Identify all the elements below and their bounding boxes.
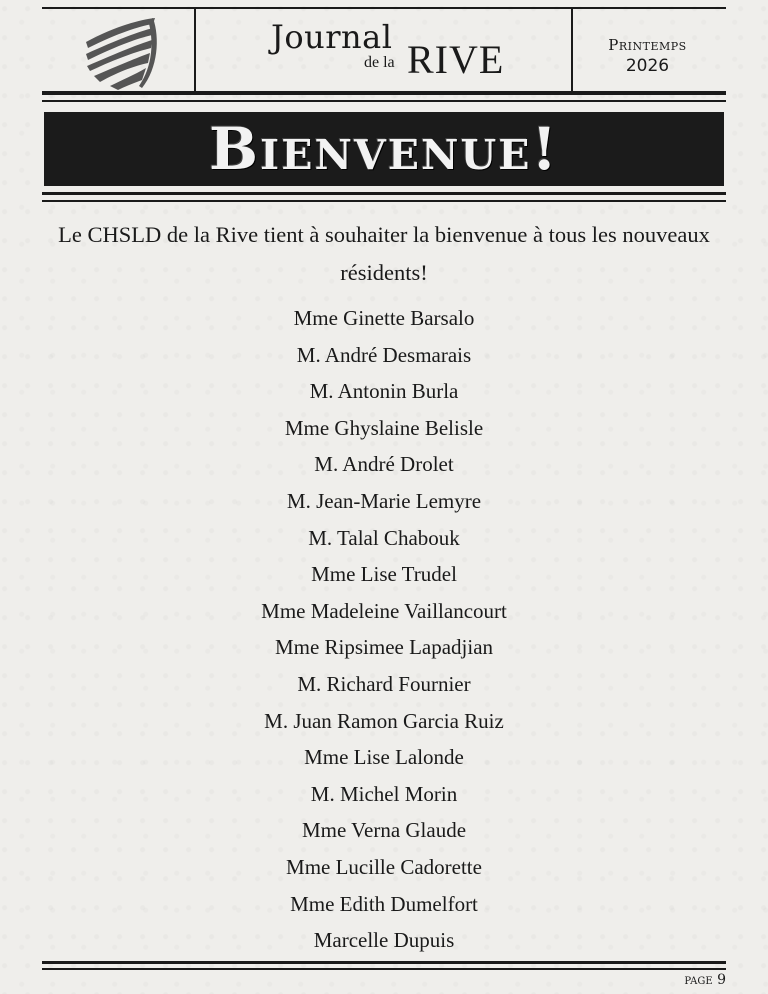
list-item: M. André Drolet (314, 452, 454, 477)
list-item: M. Michel Morin (310, 781, 458, 806)
logo-cell (42, 8, 194, 92)
intro-paragraph: Le CHSLD de la Rive tient à souhaiter la bienvenue à tous les nouveaux résidents! (58, 222, 710, 285)
list-item: Mme Ginette Barsalo (293, 306, 475, 330)
banner-rule-thick (42, 192, 726, 195)
page-number: page 9 (684, 972, 726, 988)
list-item: M. André Desmarais (296, 342, 472, 367)
list-item: Mme Ripsimee Lapadjian (274, 635, 494, 660)
list-item: M. Jean-Marie Lemyre (286, 488, 482, 513)
journal-title (194, 8, 573, 92)
list-item: M. Antonin Burla (309, 379, 459, 404)
welcome-banner (44, 112, 724, 186)
list-item: Mme Lise Lalonde (304, 745, 464, 770)
title-journal: Journal (271, 18, 393, 56)
masthead-rule-thick (42, 91, 726, 95)
list-item: Mme Lise Trudel (311, 562, 457, 587)
list-item: Mme Lucille Cadorette (286, 854, 482, 879)
list-item: M. Richard Fournier (297, 671, 471, 696)
season-year: 2026 (625, 56, 670, 76)
banner-title: Bienvenue! (209, 115, 559, 183)
title-dela: de la (364, 54, 395, 71)
resident-list (0, 300, 768, 959)
list-item: Mme Edith Dumelfort (290, 891, 478, 916)
list-item: M. Talal Chabouk (308, 525, 460, 550)
list-item: M. Juan Ramon Garcia Ruiz (264, 708, 504, 733)
masthead (42, 8, 726, 92)
issue-info (569, 8, 726, 92)
list-item: Mme Verna Glaude (301, 818, 467, 843)
footer-rule-thin (42, 968, 726, 970)
footer-rule-thick (42, 961, 726, 964)
list-item: Marcelle Dupuis (313, 928, 455, 953)
banner-rule-thin (42, 200, 726, 202)
masthead-rule-thin (42, 100, 726, 102)
sail-stripes-icon (42, 8, 194, 92)
list-item: Mme Ghyslaine Belisle (284, 415, 484, 440)
title-rive: RIVE (407, 37, 505, 82)
season-label: Printemps (608, 36, 687, 54)
list-item: Mme Madeleine Vaillancourt (261, 598, 507, 623)
